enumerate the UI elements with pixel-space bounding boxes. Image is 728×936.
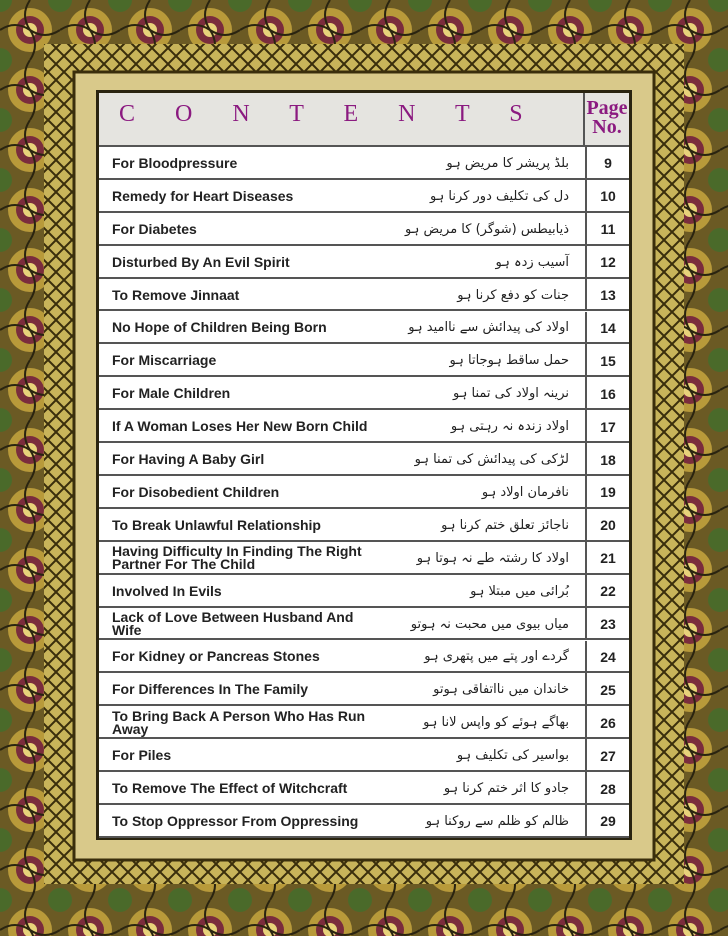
entry-title-english: To Bring Back A Person Who Has Run Away: [112, 707, 366, 737]
entry-page-number: 24: [585, 641, 629, 674]
entry-title-urdu: بلڈ پریشر کا مریض ہو: [446, 155, 569, 171]
entry-page-number: 19: [585, 476, 629, 509]
entry-title-urdu: میاں بیوی میں محبت نہ ہوتو: [410, 616, 569, 632]
table-row[interactable]: [99, 641, 629, 674]
table-row[interactable]: [99, 805, 629, 838]
entry-page-number: 12: [585, 246, 629, 279]
entry-title-english: To Break Unlawful Relationship: [112, 516, 321, 533]
table-row[interactable]: [99, 246, 629, 279]
entry-title-english: No Hope of Children Being Born: [112, 319, 327, 336]
table-row[interactable]: [99, 180, 629, 213]
entry-title-urdu: نافرمان اولاد ہو: [481, 484, 569, 500]
entry-page-number: 27: [585, 739, 629, 772]
entry-page-number: 21: [585, 542, 629, 575]
entry-title-english: To Remove The Effect of Witchcraft: [112, 780, 348, 797]
table-row[interactable]: [99, 706, 629, 739]
table-row[interactable]: [99, 608, 629, 641]
entry-title-english: For Bloodpressure: [112, 154, 238, 171]
entry-page-number: 23: [585, 608, 629, 641]
entry-page-number: 11: [585, 213, 629, 246]
entry-title-english: Disturbed By An Evil Spirit: [112, 253, 290, 270]
entry-title-english: To Remove Jinnaat: [112, 286, 240, 303]
page-title: C O N T E N T S: [119, 101, 540, 127]
table-row[interactable]: [99, 443, 629, 476]
table-row[interactable]: [99, 344, 629, 377]
entry-title-urdu: ذیابیطس (شوگر) کا مریض ہو: [405, 221, 569, 237]
entry-page-number: 9: [585, 147, 629, 180]
entry-title-english: Having Difficulty In Finding The Right Partner For The Child: [112, 543, 362, 573]
entry-title-urdu: لڑکی کی پیدائش کی تمنا ہو: [414, 452, 569, 468]
table-row[interactable]: [99, 739, 629, 772]
entry-title-urdu: اولاد کا رشتہ طے نہ ہوتا ہو: [416, 550, 569, 566]
entry-page-number: 25: [585, 673, 629, 706]
entry-title-english: For Disobedient Children: [112, 483, 280, 500]
entry-page-number: 28: [585, 772, 629, 805]
entry-page-number: 22: [585, 575, 629, 608]
entry-title-english: For Kidney or Pancreas Stones: [112, 648, 320, 665]
entry-title-urdu: ناجائز تعلق ختم کرنا ہو: [441, 517, 569, 533]
entry-page-number: 17: [585, 410, 629, 443]
table-row[interactable]: [99, 312, 629, 345]
entry-title-english: For Diabetes: [112, 220, 197, 237]
entry-page-number: 16: [585, 377, 629, 410]
contents-table: [96, 90, 632, 840]
entry-page-number: 13: [585, 279, 629, 312]
table-row[interactable]: [99, 213, 629, 246]
entry-page-number: 29: [585, 805, 629, 838]
table-row[interactable]: [99, 542, 629, 575]
entry-title-urdu: جادو کا اثر ختم کرنا ہو: [443, 781, 569, 797]
table-row[interactable]: [99, 772, 629, 805]
entry-title-urdu: خاندان میں نااتفاقی ہوتو: [433, 682, 569, 698]
entry-title-urdu: بواسیر کی تکلیف ہو: [456, 748, 569, 764]
table-row[interactable]: [99, 377, 629, 410]
entry-title-urdu: اولاد کی پیدائش سے ناامید ہو: [408, 320, 569, 336]
table-row[interactable]: [99, 476, 629, 509]
page-label-line1: Page: [586, 97, 628, 119]
entry-title-english: For Male Children: [112, 385, 231, 402]
entry-title-english: If A Woman Loses Her New Born Child: [112, 418, 368, 435]
entry-page-number: 14: [585, 312, 629, 345]
entry-title-english: For Differences In The Family: [112, 681, 309, 698]
entry-page-number: 26: [585, 706, 629, 739]
entry-title-english: Involved In Evils: [112, 582, 222, 599]
table-row[interactable]: [99, 509, 629, 542]
table-row[interactable]: [99, 575, 629, 608]
table-row[interactable]: [99, 673, 629, 706]
entry-title-english: For Miscarriage: [112, 352, 217, 369]
entry-page-number: 15: [585, 344, 629, 377]
entry-title-urdu: بُرائی میں مبتلا ہو: [470, 583, 569, 599]
entry-title-urdu: دل کی تکلیف دور کرنا ہو: [429, 188, 569, 204]
contents-header: [99, 93, 629, 147]
entry-title-english: For Having A Baby Girl: [112, 451, 265, 468]
page-number-header: [583, 93, 629, 145]
entry-page-number: 18: [585, 443, 629, 476]
entry-page-number: 10: [585, 180, 629, 213]
table-row[interactable]: [99, 279, 629, 312]
entry-title-urdu: حمل ساقط ہوجاتا ہو: [449, 353, 569, 369]
table-row[interactable]: [99, 147, 629, 180]
entry-title-urdu: نرینہ اولاد کی تمنا ہو: [453, 386, 569, 402]
entry-title-english: To Stop Oppressor From Oppressing: [112, 812, 359, 829]
entry-title-urdu: اولاد زندہ نہ رہتی ہو: [450, 419, 569, 435]
entry-title-urdu: گردے اور پتے میں پتھری ہو: [424, 649, 569, 665]
entry-title-english: For Piles: [112, 747, 172, 764]
page-label-line2: No.: [592, 116, 622, 138]
entry-page-number: 20: [585, 509, 629, 542]
entry-title-urdu: آسیب زدہ ہو: [495, 254, 569, 270]
entry-title-urdu: ظالم کو ظلم سے روکنا ہو: [425, 813, 569, 829]
entry-title-english: Lack of Love Between Husband And Wife: [112, 609, 354, 639]
entry-title-english: Remedy for Heart Diseases: [112, 187, 294, 204]
entry-title-urdu: جنات کو دفع کرنا ہو: [457, 287, 569, 303]
table-row[interactable]: [99, 410, 629, 443]
entry-title-urdu: بھاگے ہوئے کو واپس لانا ہو: [423, 715, 569, 731]
